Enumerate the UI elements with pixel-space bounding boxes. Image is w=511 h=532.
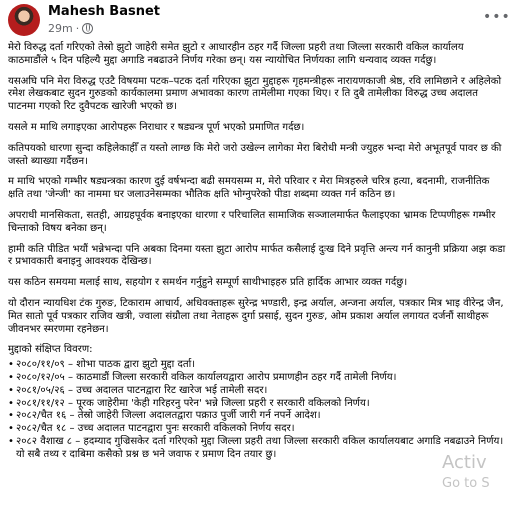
globe-icon bbox=[82, 23, 93, 34]
summary-item: • २०८१/०५/२६ – उच्च अदालत पाटनद्वारा रिट खारेज भई तामेली सदर। bbox=[8, 385, 506, 398]
more-options-icon[interactable]: ••• bbox=[483, 9, 511, 25]
summary-item: • २०८२ वैशाख ८ – हदम्याद गुज्रिसकेर दर्ता गरिएको मुद्दा जिल्ला प्रहरी तथा जिल्ला सरकारी वकिल कार्यालयबाट अगाडि नबढाउने निर्णय। यो सबै तथ्य र दाबिमा कसैको प्रश्न छ भने जवाफ र प्रमाण दिन तयार छु। bbox=[8, 436, 506, 462]
windows-activation-watermark-sub: Go to S bbox=[442, 476, 490, 491]
post-paragraph: यस कठिन समयमा मलाई साथ, सहयोग र समर्थन गर्नुहुने सम्पूर्ण साथीभाइहरु प्रति हार्दिक आभार व्यक्त गर्दछु। bbox=[8, 277, 408, 289]
post-paragraph: हामी कति पीडित भयौं भन्नेभन्दा पनि अबका दिनमा यस्ता झुटा आरोप मार्फत कसैलाई दुःख दिने प्रवृत्ति अन्त्य गर्न कानुनी प्रक्रिया अझ कडा र प्रभावकारी बनाइनु आवश्यक देखिन्छ। bbox=[8, 243, 506, 268]
post-paragraph: कतिपयको धारणा सुन्दा कहिलेकाहीँ त यस्तो लाग्छ कि मेरो जरो उखेल्न लागेका मेरा बिरोधी मन्त्री ज्युहरु भन्दा मेरो अभूतपूर्व पावर छ की जस्तो ब्याख्या गर्दैछन। bbox=[8, 142, 502, 167]
author-name[interactable]: Mahesh Basnet bbox=[48, 4, 161, 19]
post-paragraph: यो दौरान न्यायधिश टंक गुरुङ, टिकाराम आचार्य, अधिवक्ताहरू सुरेन्द्र भण्डारी, इन्द्र अर्याल, अन्जना अर्याल, पत्रकार मित्र भाइ वीरेन्द्र जैन, मित सातो पूर्व पत्रकार राजिव खत्री, ज्वाला संग्रौला तथा नेताहरू दुर्गा प्रसाई, सुदन गुरुङ, ओम प्रकाश अर्याल लगायत दर्जनौं साथीहरू जीवनभर स्मरणमा रहनेछन। bbox=[8, 297, 504, 335]
summary-item: • २०८२/चैत १८ – उच्च अदालत पाटनद्वारा पुनः सरकारी वकिलको निर्णय सदर। bbox=[8, 423, 506, 436]
windows-activation-watermark: Activ bbox=[442, 452, 487, 473]
post-meta: 29m · bbox=[48, 22, 93, 35]
summary-item: • २०८२/चैत १६ – तेस्रो जाहेरी जिल्ला अदालतद्वारा पक्राउ पुर्जी जारी गर्न नपर्ने आदेश। bbox=[8, 410, 506, 423]
summary-item: • २०८१/११/१२ – पूरक जाहेरीमा 'केही गरिहरनु परेन' भन्ने जिल्ला प्रहरी र सरकारी वकिलको निर्णय। bbox=[8, 398, 506, 411]
avatar[interactable] bbox=[8, 4, 40, 36]
summary-item: • २०८०/११/०९ – शोभा पाठक द्वारा झुटो मुद्दा दर्ता। bbox=[8, 359, 506, 372]
post-paragraph: अपराधी मानसिकता, सतही, आग्रहपूर्वक बनाइएका धारणा र परिचालित सामाजिक सञ्जालमार्फत फैलाइएका भ्रामक टिप्पणीहरू गम्भीर चिन्ताको विषय बनेका छन्। bbox=[8, 209, 496, 234]
summary-item: • २०८०/१२/०५ – काठमाडौं जिल्ला सरकारी वकिल कार्यालयद्वारा आरोप प्रमाणहीन ठहर गर्दै तामेली निर्णय। bbox=[8, 372, 506, 385]
post-paragraph: म माथि भएको गम्भीर षड्यन्त्रका कारण दुई वर्षभन्दा बढी समयसम्म म, मेरो परिवार र मेरा मित्रहरुले चरित्र हत्या, बदनामी, राजनीतिक क्षति तथा 'जेन्जी' का नाममा घर जलाउनेसम्मका भौतिक क्षति भोग्नुपरेको पीडा शब्दमा व्यक्त गर्न कठिन छ। bbox=[8, 176, 490, 201]
post-time[interactable]: 29m bbox=[48, 22, 73, 35]
post-paragraph: मेरो विरुद्ध दर्ता गरिएको तेस्रो झुटो जाहेरी समेत झुटो र आधारहीन ठहर गर्दै जिल्ला प्रहरी तथा जिल्ला सरकारी वकिल कार्यालय काठमाडौंले ५ दिन पहिल्यै मुद्दा अगाडि नबढाउने निर्णय गरेका छन्। यस न्यायोचित निर्णयका लागि धन्यवाद व्यक्त गर्दछु। bbox=[8, 42, 464, 66]
post-paragraph: यसले म माथि लगाइएका आरोपहरू निराधार र षड्यन्त्र पूर्ण भएको प्रमाणित गर्दछ। bbox=[8, 121, 305, 133]
summary-list bbox=[8, 359, 506, 461]
post-body bbox=[8, 42, 506, 462]
summary-title: मुद्दाको संक्षिप्त विवरण: bbox=[8, 344, 93, 356]
post-paragraph: यसअघि पनि मेरा विरुद्ध एउटै विषयमा पटक–पटक दर्ता गरिएका झुटा मुद्दाहरू गृहमन्त्रीहरू नारायणकाजी श्रेष्ठ, रवि लामिछाने र अहिलेको रमेश लेखकबाट सुदन गुरुङको कार्यकालमा प्रमाण अभावका कारण तामेलीमा गएका थिए। र ति दुबै तामेलीका विरुद्ध उच्च अदालत पाटनमा गएको रिट दुवैपटक खारेजी भएको छ। bbox=[8, 75, 502, 113]
post-header bbox=[8, 4, 511, 38]
